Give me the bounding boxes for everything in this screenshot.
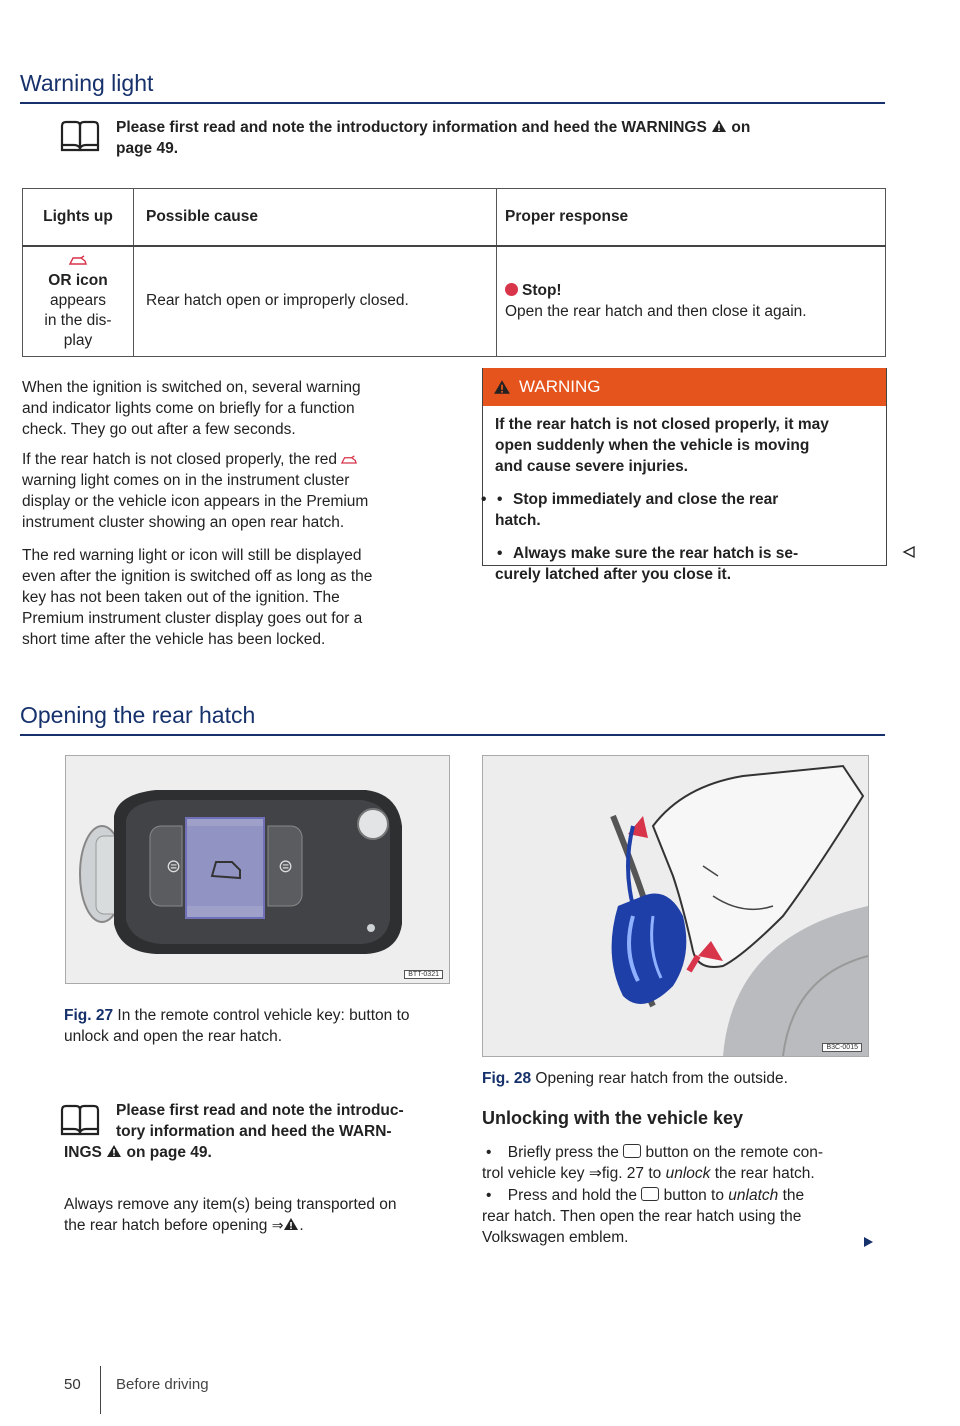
paragraph-still-displayed: The red warning light or icon will still be displayed even after the ignition is switched off as long as the key has not been taken out of the ignition. The Premium instrument cluster display goes out for a short time after the vehicle has been locked. <box>22 547 373 648</box>
unlock-bullet-2: • Press and hold the button to unlatch the rear hatch. Then open the rear hatch using the Volkswagen emblem. <box>482 1187 805 1246</box>
fig28-image <box>482 755 869 1057</box>
section-rule <box>20 734 885 736</box>
fig27-image <box>65 755 450 984</box>
warning-triangle-icon <box>493 379 511 395</box>
book-icon <box>58 1102 104 1138</box>
continue-arrow-icon <box>862 1236 874 1248</box>
svg-text:⊜: ⊜ <box>166 856 182 877</box>
paragraph-ignition: When the ignition is switched on, several warning and indicator lights come on briefly for a function check. They go out after a few seconds. <box>22 379 361 438</box>
intro-note-2-tail: INGS on page 49. <box>64 1144 212 1161</box>
header-proper-response: Proper response <box>497 189 886 247</box>
fig28-caption: Fig. 28 Opening rear hatch from the outside. <box>482 1070 788 1087</box>
fig27-code: BTT-0321 <box>404 970 443 979</box>
table-row <box>23 246 886 356</box>
section-rule <box>20 102 885 104</box>
stop-icon <box>505 283 518 296</box>
warning-triangle-icon <box>711 119 727 133</box>
header-possible-cause: Possible cause <box>134 189 497 247</box>
warning-box <box>482 368 887 583</box>
cell-cause: Rear hatch open or improperly closed. <box>134 246 497 356</box>
warning-bullet-stop: • • Stop immediately and close the rear hatch. <box>483 477 886 531</box>
unlocking-heading: Unlocking with the vehicle key <box>482 1108 744 1128</box>
header-lights-up: Lights up <box>23 189 134 247</box>
svg-text:⊜: ⊜ <box>278 856 294 877</box>
footer-section: Before driving <box>116 1376 209 1393</box>
paragraph-not-closed: If the rear hatch is not closed properly, the red warning light comes on in the instrument cluster display or the vehicle icon appears in the Premium instrument cluster showing an open rear hatch. <box>22 451 369 531</box>
warning-triangle-icon <box>106 1144 122 1158</box>
book-icon <box>58 118 104 154</box>
warning-light-table <box>22 188 886 357</box>
table-header-row <box>23 189 886 247</box>
page-number: 50 <box>64 1376 81 1393</box>
section-title-warning-light: Warning light <box>20 70 154 96</box>
unlock-button-icon <box>623 1144 641 1158</box>
fig27-caption: Fig. 27 In the remote control vehicle key: button to unlock and open the rear hatch. <box>64 1007 410 1045</box>
unlock-bullet-1: • Briefly press the button on the remote con- trol vehicle key ⇒fig. 27 to unlock the rear hatch. <box>482 1144 824 1182</box>
open-hatch-icon <box>69 255 87 265</box>
warning-bullet-latch: • Always make sure the rear hatch is se- curely latched after you close it. <box>495 545 799 583</box>
paragraph-always-remove: Always remove any item(s) being transported on the rear hatch before opening ⇒ . <box>64 1196 397 1234</box>
remote-key-illustration <box>66 756 449 983</box>
unlock-button-icon <box>641 1187 659 1201</box>
intro-note-2: Please first read and note the introduc- tory information and heed the WARN- <box>116 1102 404 1140</box>
warning-triangle-icon <box>283 1217 299 1231</box>
cell-lights-up: OR icon appears in the dis- play <box>23 246 134 356</box>
intro-note: Please first read and note the introductory information and heed the WARNINGS on page 49. <box>116 119 751 157</box>
fig28-code: B3C-0015 <box>822 1043 862 1052</box>
rear-hatch-illustration <box>483 756 868 1056</box>
section-title-opening-rear-hatch: Opening the rear hatch <box>20 702 256 728</box>
open-hatch-icon <box>341 455 357 464</box>
end-of-section-icon <box>902 546 916 558</box>
cell-response: Stop! Open the rear hatch and then close it again. <box>497 246 886 356</box>
footer-divider <box>100 1366 101 1414</box>
warning-lead: If the rear hatch is not closed properly, it may open suddenly when the vehicle is moving and cause severe injuries. <box>495 416 829 475</box>
warning-header: WARNING <box>483 368 886 406</box>
